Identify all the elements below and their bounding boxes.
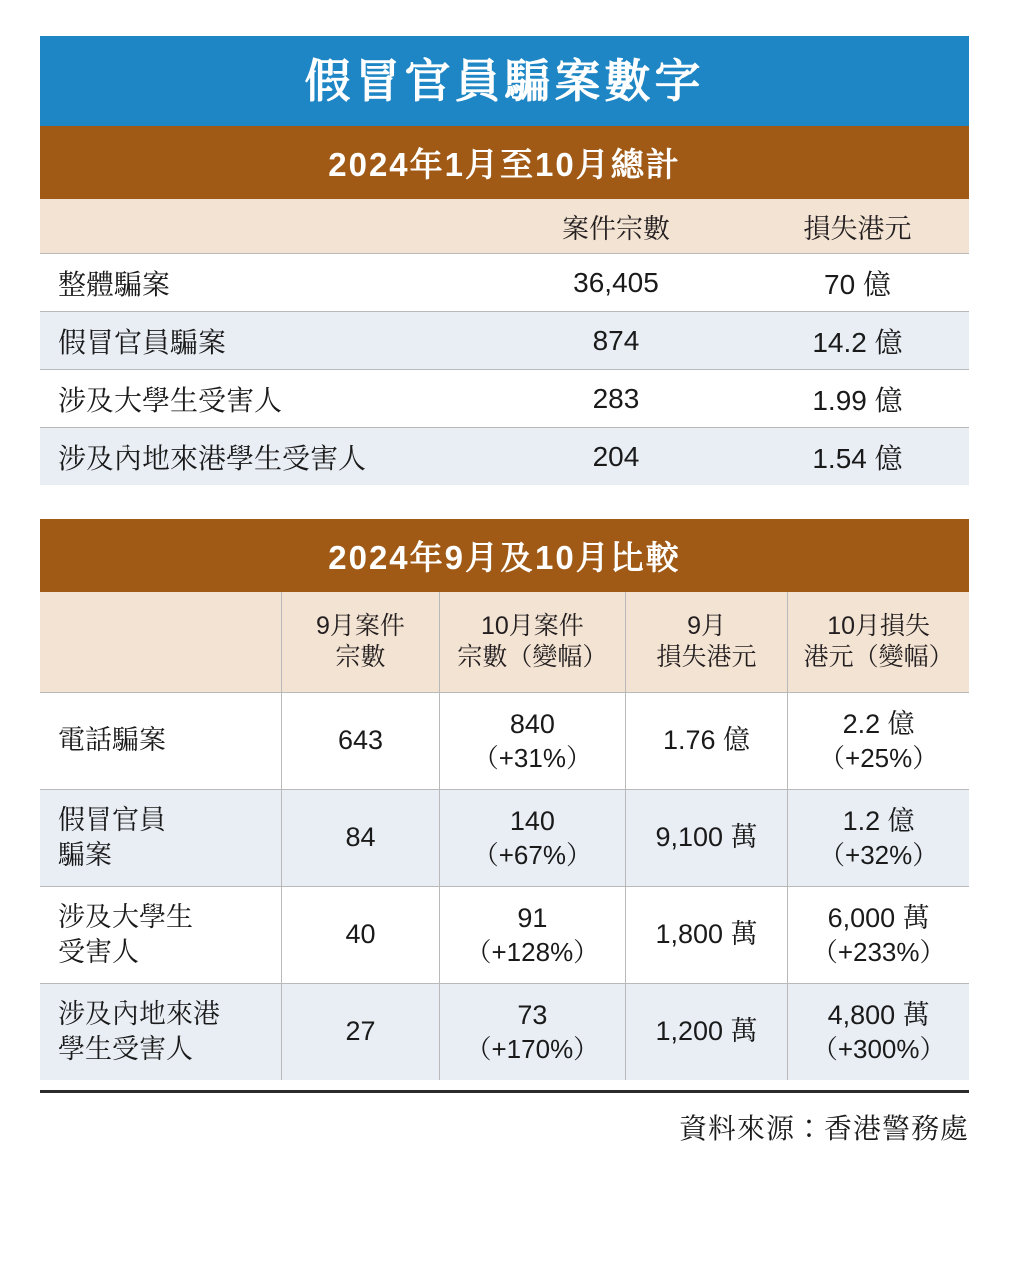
- table-row: [40, 984, 969, 1081]
- column-header-blank: [40, 592, 282, 693]
- column-header-sep-loss: 9月 損失港元: [625, 592, 788, 693]
- table-row: [40, 254, 969, 312]
- row-sep-loss: 1,200 萬: [625, 984, 788, 1081]
- row-oct-loss: 4,800 萬 （+300%）: [788, 984, 969, 1081]
- row-oct-loss: 6,000 萬 （+233%）: [788, 887, 969, 984]
- column-header-oct-cases: 10月案件 宗數（變幅）: [439, 592, 625, 693]
- table-sep-oct-comparison: [40, 592, 969, 1080]
- column-header-cases: 案件宗數: [486, 199, 746, 254]
- table-row: [40, 428, 969, 486]
- row-loss: 1.54 億: [746, 428, 969, 486]
- row-cases: 283: [486, 370, 746, 428]
- row-label: 電話騙案: [40, 693, 282, 790]
- row-cases: 36,405: [486, 254, 746, 312]
- row-sep-cases: 27: [282, 984, 440, 1081]
- table-header-row: [40, 199, 969, 254]
- table-row: [40, 370, 969, 428]
- row-sep-loss: 9,100 萬: [625, 790, 788, 887]
- page-title: 假冒官員騙案數字: [40, 36, 969, 126]
- row-oct-cases: 91 （+128%）: [439, 887, 625, 984]
- table-row: [40, 693, 969, 790]
- table-row: [40, 312, 969, 370]
- row-loss: 70 億: [746, 254, 969, 312]
- row-oct-cases: 73 （+170%）: [439, 984, 625, 1081]
- column-header-sep-cases: 9月案件 宗數: [282, 592, 440, 693]
- row-sep-loss: 1,800 萬: [625, 887, 788, 984]
- row-label: 假冒官員 騙案: [40, 790, 282, 887]
- column-header-blank: [40, 199, 486, 254]
- row-sep-cases: 40: [282, 887, 440, 984]
- row-label: 涉及內地來港 學生受害人: [40, 984, 282, 1081]
- column-header-loss: 損失港元: [746, 199, 969, 254]
- section1-title: 2024年1月至10月總計: [40, 126, 969, 199]
- table-row: [40, 790, 969, 887]
- row-label: 假冒官員騙案: [40, 312, 486, 370]
- row-oct-loss: 1.2 億 （+32%）: [788, 790, 969, 887]
- row-sep-loss: 1.76 億: [625, 693, 788, 790]
- row-oct-cases: 840 （+31%）: [439, 693, 625, 790]
- section-divider-space: [40, 485, 969, 519]
- row-sep-cases: 84: [282, 790, 440, 887]
- row-loss: 1.99 億: [746, 370, 969, 428]
- source-note: 資料來源：香港警務處: [40, 1090, 969, 1147]
- row-sep-cases: 643: [282, 693, 440, 790]
- row-cases: 204: [486, 428, 746, 486]
- table-row: [40, 887, 969, 984]
- row-label: 涉及大學生受害人: [40, 370, 486, 428]
- table-header-row: [40, 592, 969, 693]
- section2-title: 2024年9月及10月比較: [40, 519, 969, 592]
- table-totals-2024: [40, 199, 969, 485]
- row-oct-cases: 140 （+67%）: [439, 790, 625, 887]
- row-label: 涉及內地來港學生受害人: [40, 428, 486, 486]
- row-label: 涉及大學生 受害人: [40, 887, 282, 984]
- row-loss: 14.2 億: [746, 312, 969, 370]
- row-cases: 874: [486, 312, 746, 370]
- row-oct-loss: 2.2 億 （+25%）: [788, 693, 969, 790]
- row-label: 整體騙案: [40, 254, 486, 312]
- column-header-oct-loss: 10月損失 港元（變幅）: [788, 592, 969, 693]
